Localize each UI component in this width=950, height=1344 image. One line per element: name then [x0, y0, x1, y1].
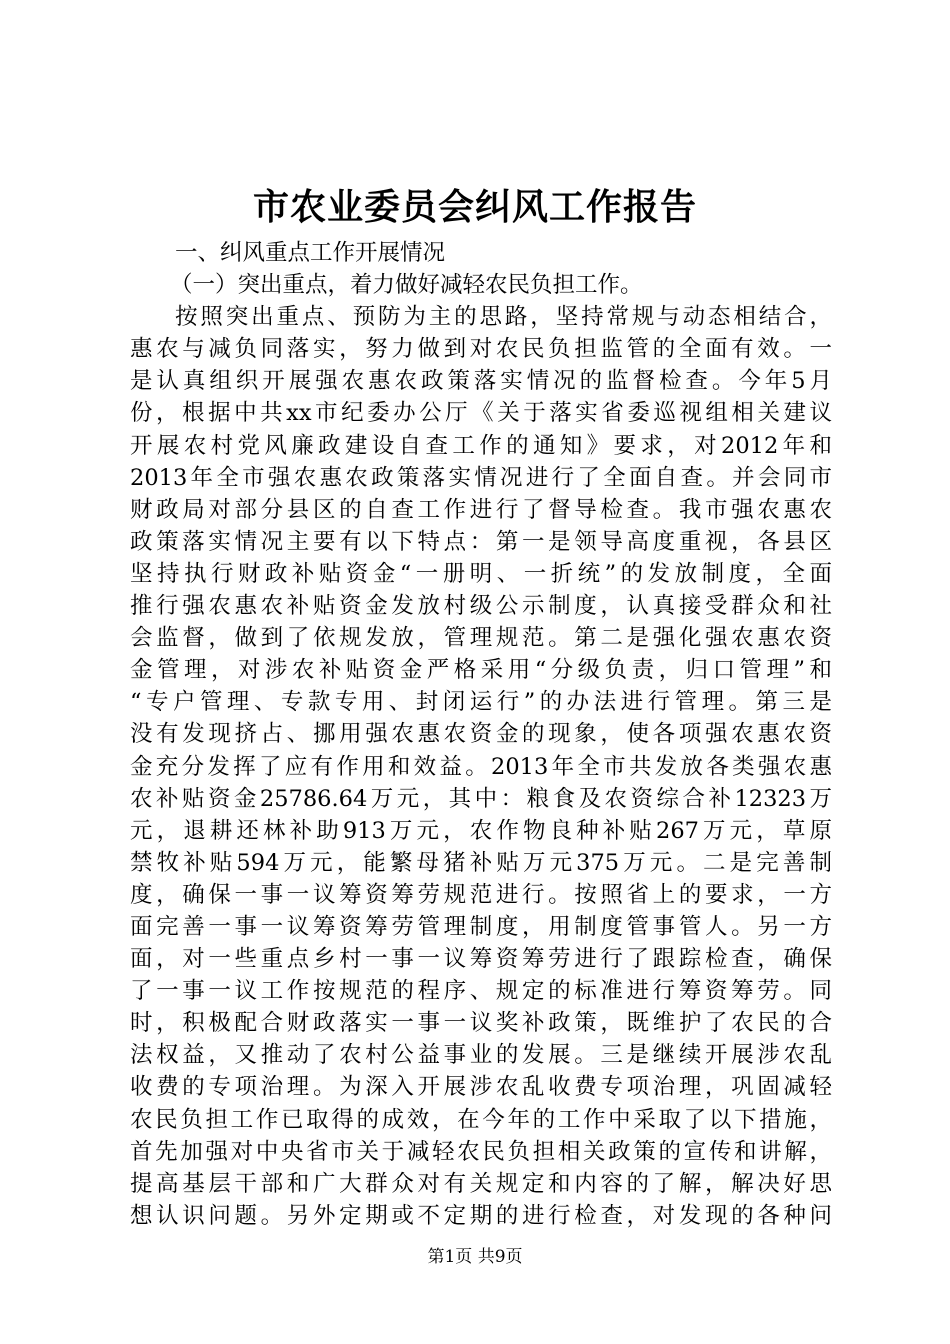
paragraph-line: 是认真组织开展强农惠农政策落实情况的监督检查。今年5月 [130, 368, 832, 395]
paragraph-line: 提高基层干部和广大群众对有关规定和内容的了解，解决好思 [130, 1170, 832, 1197]
paragraph-line: 金管理，对涉农补贴资金严格采用“分级负责，归口管理”和 [130, 657, 832, 684]
paragraph-line: 禁牧补贴594万元，能繁母猪补贴万元375万元。二是完善制 [130, 849, 832, 876]
subsection-heading: （一）突出重点，着力做好减轻农民负担工作。 [170, 272, 643, 299]
paragraph-line: 面完善一事一议筹资筹劳管理制度，用制度管事管人。另一方 [130, 913, 832, 940]
paragraph-line: 收费的专项治理。为深入开展涉农乱收费专项治理，巩固减轻 [130, 1074, 832, 1101]
paragraph-line: 农民负担工作已取得的成效，在今年的工作中采取了以下措施， [130, 1106, 832, 1133]
section-heading: 一、纠风重点工作开展情况 [175, 240, 446, 266]
paragraph-line: 开展农村党风廉政建设自查工作的通知》要求，对2012年和 [130, 432, 832, 459]
paragraph-line: 按照突出重点、预防为主的思路，坚持常规与动态相结合， [175, 304, 832, 331]
document-title: 市农业委员会纠风工作报告 [252, 186, 697, 228]
paragraph-line: 农补贴资金25786.64万元，其中：粮食及农资综合补12323万 [130, 785, 832, 812]
paragraph-line: 2013年全市强农惠农政策落实情况进行了全面自查。并会同市 [130, 464, 832, 491]
paragraph-line: 推行强农惠农补贴资金发放村级公示制度，认真接受群众和社 [130, 593, 832, 620]
paragraph-line: 没有发现挤占、挪用强农惠农资金的现象，使各项强农惠农资 [130, 721, 832, 748]
paragraph-line: 想认识问题。另外定期或不定期的进行检查，对发现的各种问 [130, 1202, 832, 1229]
document-body [130, 237, 832, 1232]
page-number: 第1页 共9页 [427, 1247, 523, 1267]
paragraph-line: 财政局对部分县区的自查工作进行了督导检查。我市强农惠农 [130, 496, 832, 523]
paragraph-line: 惠农与减负同落实，努力做到对农民负担监管的全面有效。一 [130, 336, 832, 363]
paragraph-line: 份，根据中共xx市纪委办公厅《关于落实省委巡视组相关建议 [130, 400, 832, 427]
paragraph-line: 度，确保一事一议筹资筹劳规范进行。按照省上的要求，一方 [130, 881, 832, 908]
paragraph-line: 面，对一些重点乡村一事一议筹资筹劳进行了跟踪检查，确保 [130, 946, 832, 973]
paragraph-line: 坚持执行财政补贴资金“一册明、一折统”的发放制度，全面 [130, 560, 832, 587]
paragraph-line: 会监督，做到了依规发放，管理规范。第二是强化强农惠农资 [130, 625, 832, 652]
paragraph-line: 了一事一议工作按规范的程序、规定的标准进行筹资筹劳。同 [130, 978, 832, 1005]
paragraph-line: 时，积极配合财政落实一事一议奖补政策，既维护了农民的合 [130, 1010, 832, 1037]
paragraph-line: “专户管理、专款专用、封闭运行”的办法进行管理。第三是 [130, 689, 832, 716]
paragraph-line: 政策落实情况主要有以下特点：第一是领导高度重视，各县区 [130, 528, 832, 555]
paragraph-line: 元，退耕还林补助913万元，农作物良种补贴267万元，草原 [130, 817, 832, 844]
paragraph-line: 金充分发挥了应有作用和效益。2013年全市共发放各类强农惠 [130, 753, 832, 780]
paragraph-line: 法权益，又推动了农村公益事业的发展。三是继续开展涉农乱 [130, 1042, 832, 1069]
paragraph-line: 首先加强对中央省市关于减轻农民负担相关政策的宣传和讲解， [130, 1138, 832, 1165]
